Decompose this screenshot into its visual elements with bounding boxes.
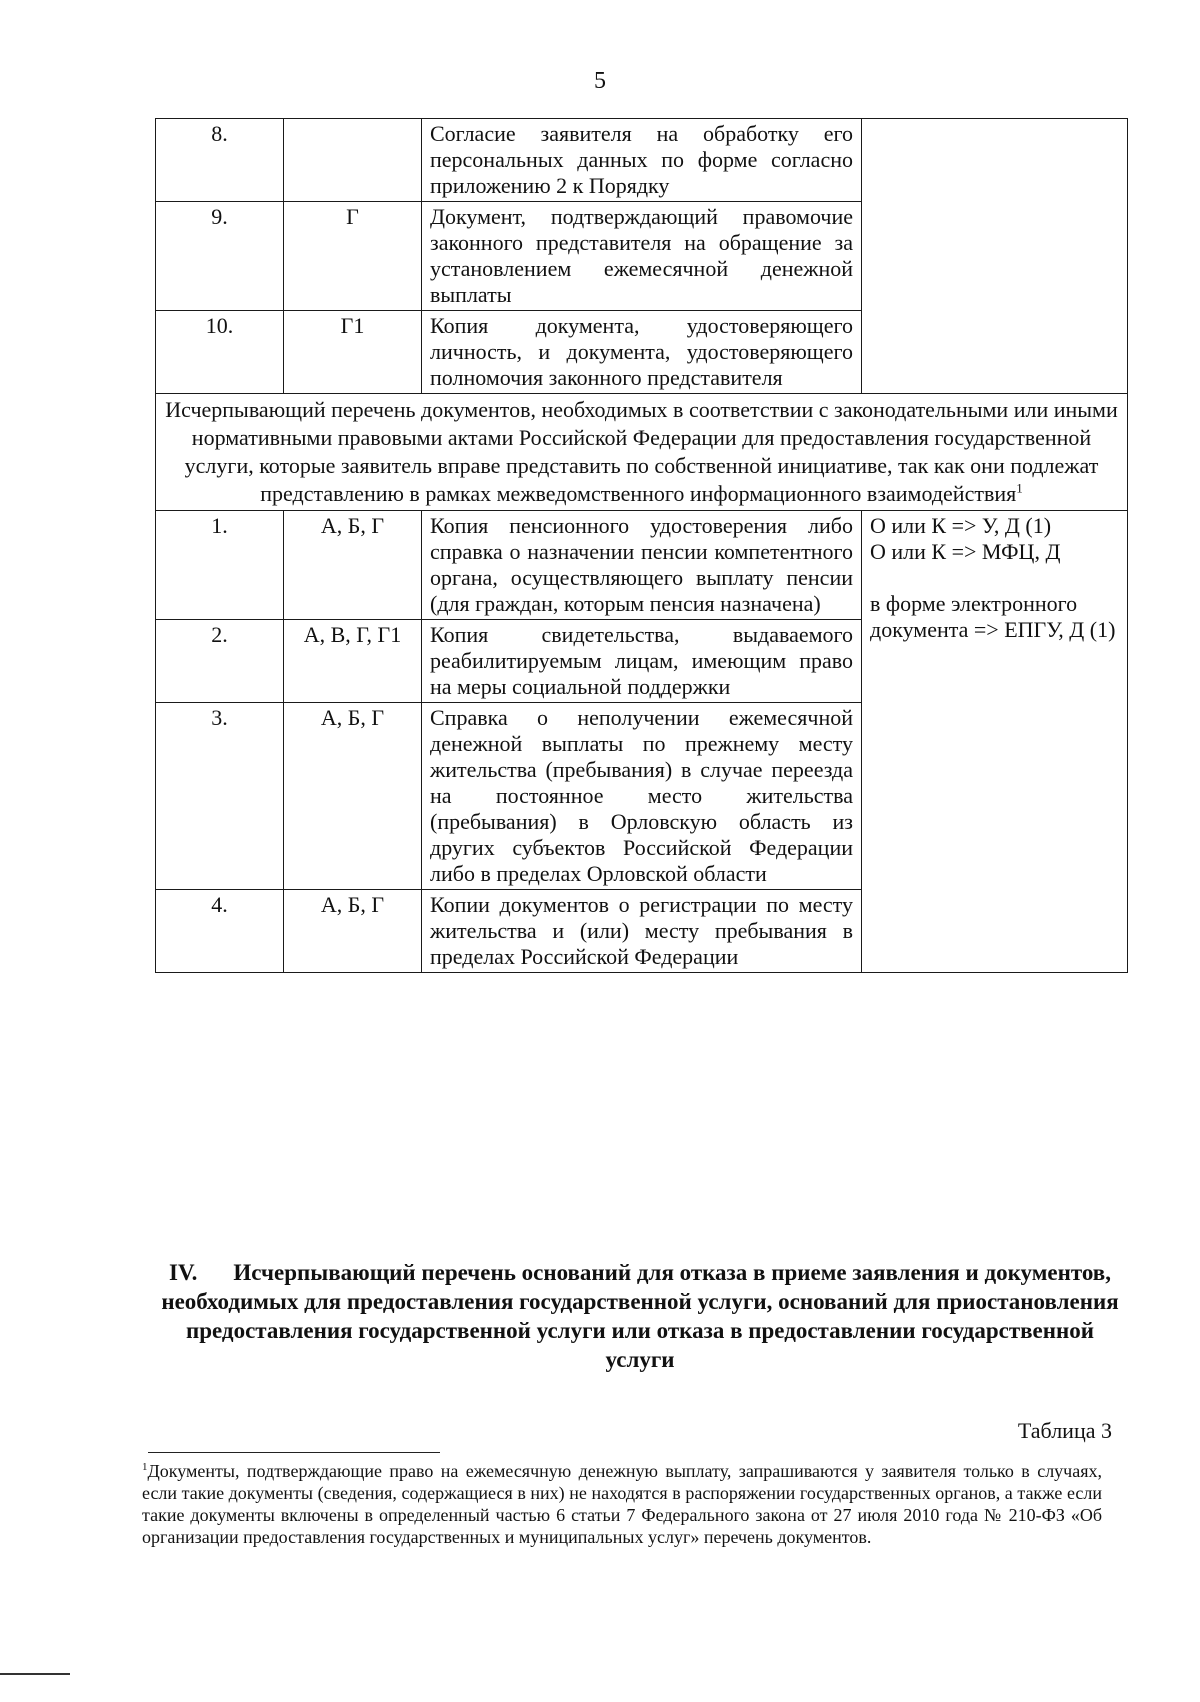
row-number: 2. [156, 620, 284, 703]
section-title-cell [156, 394, 1128, 511]
row-document: Документ, подтверждающий правомочие законного представителя на обращение за установлением ежемесячной денежной выплаты [422, 202, 862, 311]
row-number: 10. [156, 311, 284, 394]
row-code: Г [284, 202, 422, 311]
row-number: 1. [156, 511, 284, 620]
method-line: О или К => У, Д (1) [870, 513, 1052, 538]
section-numeral: IV. [169, 1260, 198, 1285]
method-line: в форме электронного документа => ЕПГУ, Д (1) [870, 591, 1116, 642]
row-document: Справка о неполучении ежемесячной денежной выплаты по прежнему месту жительства (пребывания) в случае переезда на постоянное место жительства (пребывания) в Орловскую область из других субъектов Российской Федерации либо в пределах Орловской области [422, 703, 862, 890]
row-document: Копия пенсионного удостоверения либо справка о назначении пенсии компетентного органа, осуществляющего выплату пенсии (для граждан, которым пенсия назначена) [422, 511, 862, 620]
table-caption: Таблица 3 [1017, 1418, 1112, 1443]
row-document: Копия документа, удостоверяющего личность, и документа, удостоверяющего полномочия законного представителя [422, 311, 862, 394]
row-code [284, 119, 422, 202]
table-row [156, 511, 1128, 620]
footnote [142, 1460, 1102, 1548]
row-number: 3. [156, 703, 284, 890]
row-document: Копии документов о регистрации по месту жительства и (или) месту пребывания в пределах Российской Федерации [422, 890, 862, 973]
row-code: А, Б, Г [284, 511, 422, 620]
section-row [156, 394, 1128, 511]
method-line: О или К => МФЦ, Д [870, 539, 1061, 564]
row-number: 9. [156, 202, 284, 311]
section-title: Исчерпывающий перечень документов, необходимых в соответствии с законодательными или иными нормативными правовыми актами Российской Федерации для предоставления государственной услуги, которые заявитель вправе представить по собственной инициативе, так как они подлежат представлению в рамках межведомственного информационного взаимодействия [165, 397, 1118, 506]
row-method-empty [862, 119, 1128, 394]
row-code: А, Б, Г [284, 703, 422, 890]
row-document: Копия свидетельства, выдаваемого реабилитируемым лицам, имеющим право на меры социальной поддержки [422, 620, 862, 703]
footnote-reference: 1 [1016, 480, 1023, 496]
page-number: 5 [594, 68, 606, 94]
row-number: 8. [156, 119, 284, 202]
footnote-divider [148, 1452, 440, 1453]
row-code: А, Б, Г [284, 890, 422, 973]
section-iv-title: Исчерпывающий перечень оснований для отказа в приеме заявления и документов, необходимых для предоставления государственной услуги, оснований для приостановления предоставления государственной услуги или отказа в предоставлении государственной услуги [161, 1260, 1119, 1372]
scan-edge-mark [0, 1673, 70, 1675]
row-code: Г1 [284, 311, 422, 394]
footnote-text: Документы, подтверждающие право на ежемесячную денежную выплату, запрашиваются у заявителя только в случаях, если такие документы (сведения, содержащиеся в них) не находятся в распоряжении государственных органов, а также если такие документы включены в определенный частью 6 статьи 7 Федерального закона от 27 июля 2010 года № 210-ФЗ «Об организации предоставления государственных и муниципальных услуг» перечень документов. [142, 1461, 1102, 1547]
row-number: 4. [156, 890, 284, 973]
submission-method-cell [862, 511, 1128, 973]
section-iv-heading [150, 1258, 1130, 1374]
table-row [156, 119, 1128, 202]
row-document: Согласие заявителя на обработку его персональных данных по форме согласно приложению 2 к Порядку [422, 119, 862, 202]
documents-table [155, 118, 1128, 973]
footnote-mark: 1 [142, 1461, 148, 1473]
row-code: А, В, Г, Г1 [284, 620, 422, 703]
